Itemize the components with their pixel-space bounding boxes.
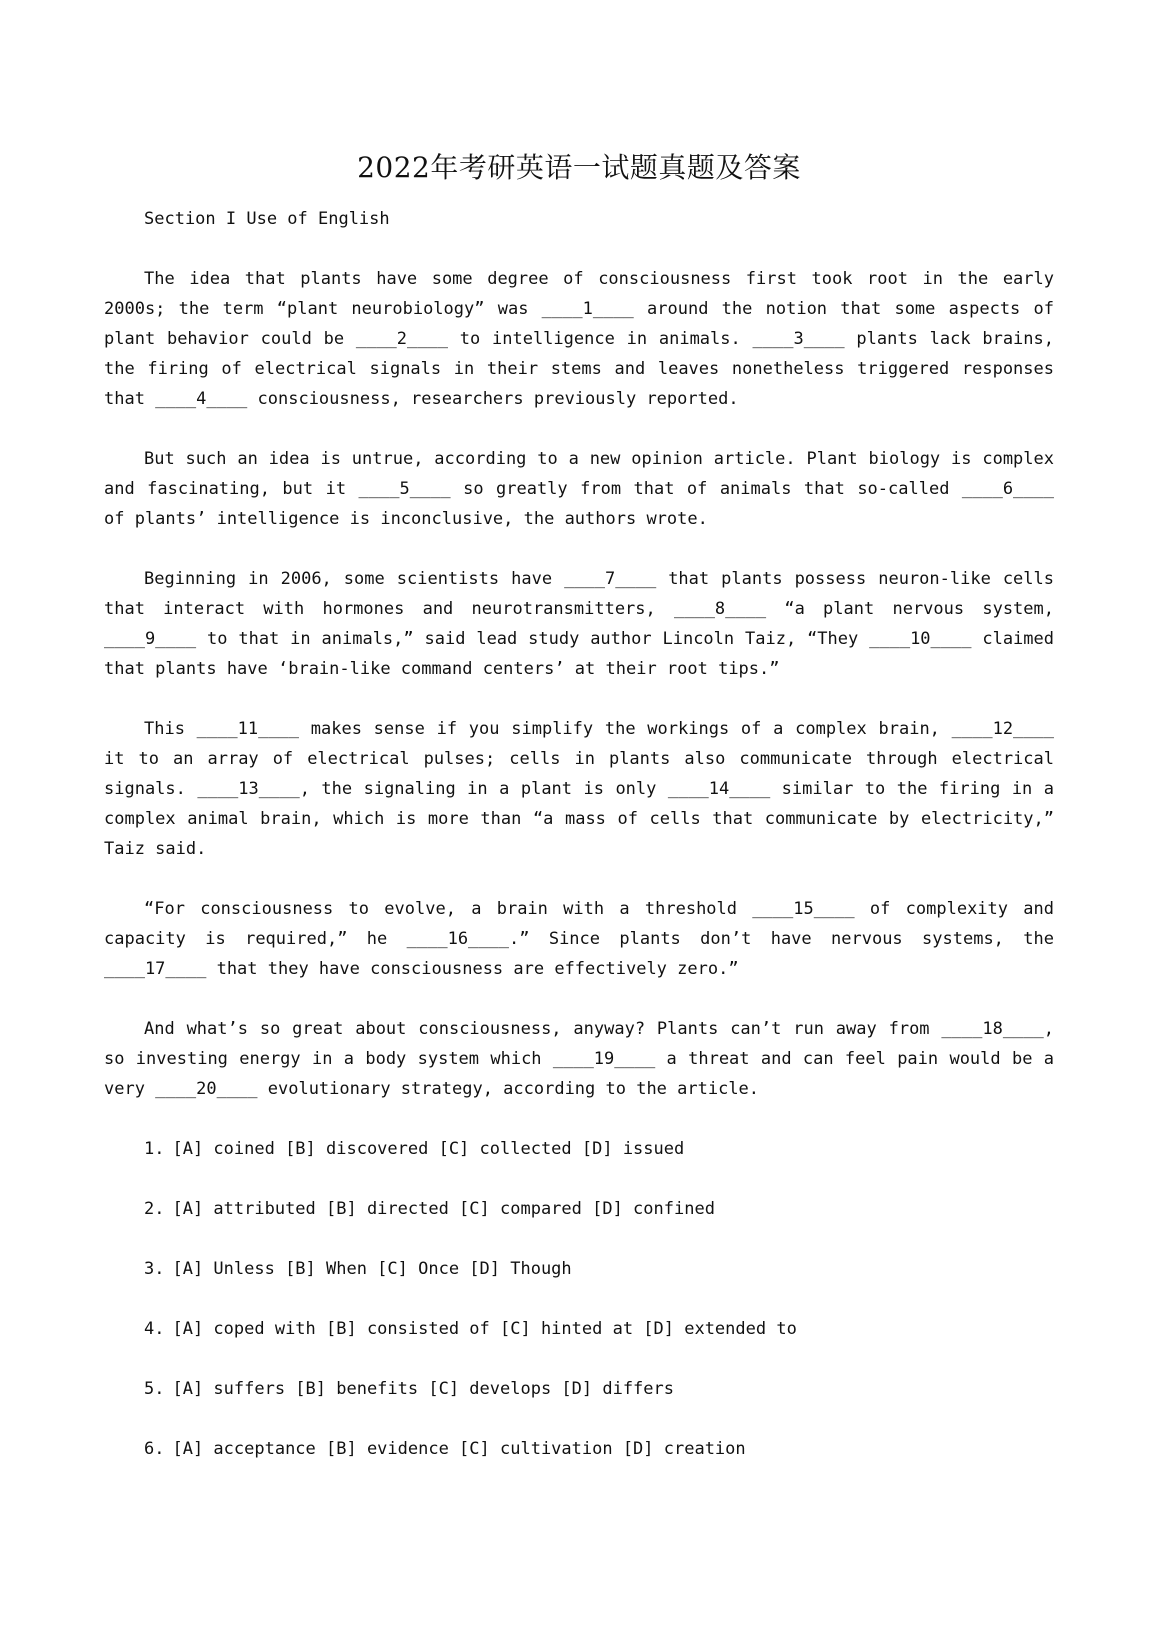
page-title: 2022年考研英语一试题真题及答案 [357, 151, 801, 184]
question-option-6 [104, 1434, 1054, 1464]
passage-paragraph-3: Beginning in 2006, some scientists have ____7____ that plants possess neuron-like cells that interact with hormones and neurotransmitters, ____8____ “a plant nervous system, ____9____ to that in animals,” said lead study author Lincoln Taiz, “They ____10____ claimed that plants have ‘brain-like command centers’ at their root tips.” [104, 569, 1054, 679]
passage-paragraph-1: The idea that plants have some degree of consciousness first took root in the early 2000s; the term “plant neurobiology” was ____1____ around the notion that some aspects of plant behavior could be ____2____ to intelligence in animals. ____3____ plants lack brains, the firing of electrical signals in their stems and leaves nonetheless triggered responses that ____4____ consciousness, researchers previously reported. [104, 269, 1054, 409]
passage-paragraph-6: And what’s so great about consciousness, anyway? Plants can’t run away from ____18____, so investing energy in a body system which ____19____ a threat and can feel pain would be a very ____20____ evolutionary strategy, according to the article. [104, 1019, 1054, 1099]
question-option-1 [104, 1134, 1054, 1164]
question-number: 3. [144, 1259, 165, 1279]
question-number: 6. [144, 1439, 165, 1459]
passage-paragraph-5: “For consciousness to evolve, a brain with a threshold ____15____ of complexity and capacity is required,” he ____16____.” Since plants don’t have nervous systems, the ____17____ that they have consciousness are effectively zero.” [104, 899, 1054, 979]
section-heading: Section I Use of English [144, 209, 390, 229]
question-number: 4. [144, 1319, 165, 1339]
passage-paragraph-4: This ____11____ makes sense if you simplify the workings of a complex brain, ____12____ it to an array of electrical pulses; cells in plants also communicate through electrical signals. ____13____, the signaling in a plant is only ____14____ similar to the firing in a complex animal brain, which is more than “a mass of cells that communicate by electricity,” Taiz said. [104, 719, 1054, 859]
question-option-2 [104, 1194, 1054, 1224]
question-option-4 [104, 1314, 1054, 1344]
question-option-3 [104, 1254, 1054, 1284]
question-choices: [A] attributed [B] directed [C] compared [D] confined [172, 1199, 715, 1219]
question-choices: [A] suffers [B] benefits [C] develops [D] differs [172, 1379, 674, 1399]
answer-options-list [104, 1134, 1054, 1464]
question-option-5 [104, 1374, 1054, 1404]
question-number: 1. [144, 1139, 165, 1159]
passage-paragraph-2: But such an idea is untrue, according to a new opinion article. Plant biology is complex and fascinating, but it ____5____ so greatly from that of animals that so-called ____6____ of plants’ intelligence is inconclusive, the authors wrote. [104, 449, 1054, 529]
question-choices: [A] coped with [B] consisted of [C] hinted at [D] extended to [172, 1319, 797, 1339]
question-choices: [A] Unless [B] When [C] Once [D] Though [172, 1259, 572, 1279]
question-number: 2. [144, 1199, 165, 1219]
question-number: 5. [144, 1379, 165, 1399]
question-choices: [A] coined [B] discovered [C] collected [D] issued [172, 1139, 685, 1159]
question-choices: [A] acceptance [B] evidence [C] cultivation [D] creation [172, 1439, 746, 1459]
